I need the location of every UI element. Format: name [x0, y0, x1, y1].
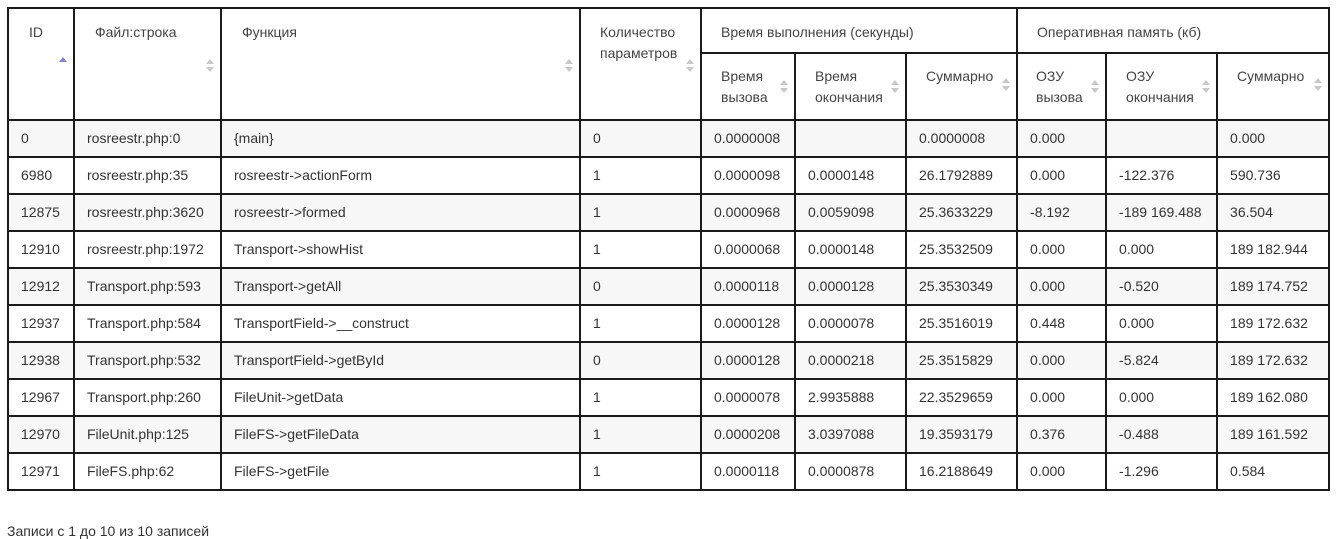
cell-mem-end: -1.296	[1106, 453, 1217, 490]
cell-mem-total: 36.504	[1217, 194, 1329, 231]
column-group-time	[701, 8, 1017, 53]
cell-time-call: 0.0000208	[701, 416, 795, 453]
cell-id: 12938	[8, 342, 74, 379]
cell-mem-end: 0.000	[1106, 305, 1217, 342]
cell-mem-end: -189 169.488	[1106, 194, 1217, 231]
cell-mem-total: 0.584	[1217, 453, 1329, 490]
cell-time-call: 0.0000008	[701, 120, 795, 157]
column-group-memory	[1017, 8, 1329, 53]
table-row	[8, 342, 1329, 379]
cell-time-total: 19.3593179	[906, 416, 1017, 453]
sort-icon	[1002, 78, 1010, 92]
cell-time-end	[795, 120, 906, 157]
sort-icon	[206, 59, 214, 73]
cell-time-total: 0.0000008	[906, 120, 1017, 157]
cell-file: Transport.php:584	[74, 305, 221, 342]
cell-params: 0	[580, 120, 701, 157]
cell-mem-call: 0.000	[1017, 268, 1106, 305]
cell-params: 0	[580, 342, 701, 379]
sort-icon	[780, 80, 788, 94]
cell-id: 0	[8, 120, 74, 157]
table-row	[8, 305, 1329, 342]
sort-icon	[1091, 80, 1099, 94]
cell-id: 12967	[8, 379, 74, 416]
cell-mem-total: 0.000	[1217, 120, 1329, 157]
cell-file: rosreestr.php:1972	[74, 231, 221, 268]
cell-function: rosreestr->actionForm	[221, 157, 580, 194]
cell-file: rosreestr.php:3620	[74, 194, 221, 231]
column-header-label-line1: Количество	[600, 24, 676, 40]
cell-mem-end: 0.000	[1106, 379, 1217, 416]
column-header-id[interactable]	[8, 8, 74, 120]
column-header-label-line1: ОЗУ	[1036, 67, 1065, 84]
cell-mem-call: 0.000	[1017, 453, 1106, 490]
cell-mem-end: -0.488	[1106, 416, 1217, 453]
cell-function: {main}	[221, 120, 580, 157]
cell-mem-end: -0.520	[1106, 268, 1217, 305]
table-body	[8, 120, 1329, 490]
cell-mem-call: 0.000	[1017, 231, 1106, 268]
cell-mem-total: 189 172.632	[1217, 342, 1329, 379]
cell-time-call: 0.0000068	[701, 231, 795, 268]
cell-function: TransportField->__construct	[221, 305, 580, 342]
cell-params: 1	[580, 453, 701, 490]
column-header-label	[1107, 54, 1216, 108]
cell-params: 1	[580, 157, 701, 194]
cell-file: FileUnit.php:125	[74, 416, 221, 453]
cell-function: TransportField->getById	[221, 342, 580, 379]
sort-icon	[1314, 78, 1322, 92]
column-header-label-line2: окончания	[815, 88, 883, 105]
column-header-time-total[interactable]	[906, 53, 1017, 120]
cell-time-call: 0.0000128	[701, 305, 795, 342]
cell-time-end: 0.0000148	[795, 157, 906, 194]
cell-time-end: 0.0000078	[795, 305, 906, 342]
column-header-mem-call[interactable]	[1017, 53, 1106, 120]
cell-file: Transport.php:532	[74, 342, 221, 379]
cell-time-total: 22.3529659	[906, 379, 1017, 416]
table-row	[8, 379, 1329, 416]
column-group-label: Оперативная память (кб)	[1037, 24, 1202, 40]
table-row	[8, 231, 1329, 268]
cell-mem-call: 0.448	[1017, 305, 1106, 342]
cell-mem-end	[1106, 120, 1217, 157]
cell-function: FileFS->getFileData	[221, 416, 580, 453]
cell-function: FileUnit->getData	[221, 379, 580, 416]
cell-mem-total: 590.736	[1217, 157, 1329, 194]
cell-params: 1	[580, 379, 701, 416]
cell-id: 12970	[8, 416, 74, 453]
cell-params: 1	[580, 305, 701, 342]
column-header-label: Суммарно	[926, 67, 994, 84]
cell-mem-call: 0.000	[1017, 379, 1106, 416]
table-header	[8, 8, 1329, 120]
cell-mem-total: 189 182.944	[1217, 231, 1329, 268]
column-header-time-end[interactable]	[795, 53, 906, 120]
cell-id: 12910	[8, 231, 74, 268]
cell-mem-total: 189 172.632	[1217, 305, 1329, 342]
cell-time-end: 0.0000128	[795, 268, 906, 305]
table-row	[8, 120, 1329, 157]
column-header-label-line2: вызова	[1036, 88, 1083, 105]
cell-time-call: 0.0000098	[701, 157, 795, 194]
cell-file: FileFS.php:62	[74, 453, 221, 490]
cell-params: 1	[580, 194, 701, 231]
table-row	[8, 157, 1329, 194]
column-header-time-call[interactable]	[701, 53, 795, 120]
cell-mem-end: -122.376	[1106, 157, 1217, 194]
cell-time-total: 26.1792889	[906, 157, 1017, 194]
cell-time-end: 0.0059098	[795, 194, 906, 231]
sort-icon	[1202, 80, 1210, 94]
table-row	[8, 194, 1329, 231]
column-header-mem-end[interactable]	[1106, 53, 1217, 120]
cell-params: 1	[580, 231, 701, 268]
cell-time-total: 25.3530349	[906, 268, 1017, 305]
column-header-label-line2: параметров	[600, 45, 678, 61]
column-header-label-line2: окончания	[1126, 88, 1194, 105]
column-header-label: ID	[29, 24, 43, 40]
cell-mem-end: 0.000	[1106, 231, 1217, 268]
column-header-label: Суммарно	[1237, 67, 1305, 84]
sort-icon	[891, 80, 899, 94]
cell-function: Transport->getAll	[221, 268, 580, 305]
cell-time-end: 0.0000878	[795, 453, 906, 490]
cell-time-total: 25.3515829	[906, 342, 1017, 379]
table-info-text: Записи с 1 до 10 из 10 записей	[7, 523, 210, 539]
sort-ascending-icon	[59, 57, 67, 71]
cell-params: 0	[580, 268, 701, 305]
cell-id: 12912	[8, 268, 74, 305]
cell-time-total: 25.3532509	[906, 231, 1017, 268]
table-row	[8, 268, 1329, 305]
cell-function: rosreestr->formed	[221, 194, 580, 231]
cell-time-call: 0.0000128	[701, 342, 795, 379]
cell-file: rosreestr.php:0	[74, 120, 221, 157]
cell-id: 6980	[8, 157, 74, 194]
cell-time-call: 0.0000078	[701, 379, 795, 416]
column-header-file[interactable]	[74, 8, 221, 120]
column-header-label: Функция	[242, 24, 297, 40]
cell-time-end: 2.9935888	[795, 379, 906, 416]
column-header-label-line1: ОЗУ	[1126, 67, 1155, 84]
cell-mem-call: 0.000	[1017, 157, 1106, 194]
table-row	[8, 453, 1329, 490]
cell-time-total: 25.3633229	[906, 194, 1017, 231]
cell-file: Transport.php:260	[74, 379, 221, 416]
cell-id: 12875	[8, 194, 74, 231]
column-header-label-line1: Время	[721, 67, 764, 84]
cell-file: rosreestr.php:35	[74, 157, 221, 194]
column-group-label: Время выполнения (секунды)	[721, 24, 914, 40]
column-header-params[interactable]	[580, 8, 701, 120]
cell-time-total: 16.2188649	[906, 453, 1017, 490]
cell-function: FileFS->getFile	[221, 453, 580, 490]
column-header-label-line2: вызова	[721, 88, 768, 105]
cell-mem-call: 0.000	[1017, 342, 1106, 379]
cell-time-call: 0.0000118	[701, 268, 795, 305]
profiler-table	[7, 7, 1330, 491]
cell-time-end: 0.0000218	[795, 342, 906, 379]
cell-mem-total: 189 174.752	[1217, 268, 1329, 305]
cell-id: 12971	[8, 453, 74, 490]
cell-id: 12937	[8, 305, 74, 342]
cell-mem-total: 189 162.080	[1217, 379, 1329, 416]
cell-time-call: 0.0000118	[701, 453, 795, 490]
cell-mem-call: -8.192	[1017, 194, 1106, 231]
cell-function: Transport->showHist	[221, 231, 580, 268]
table-row	[8, 416, 1329, 453]
cell-mem-total: 189 161.592	[1217, 416, 1329, 453]
column-header-label: Файл:строка	[95, 24, 177, 40]
column-header-label	[581, 9, 700, 64]
column-header-function[interactable]	[221, 8, 580, 120]
cell-mem-call: 0.000	[1017, 120, 1106, 157]
sort-icon	[565, 59, 573, 73]
cell-params: 1	[580, 416, 701, 453]
cell-time-end: 3.0397088	[795, 416, 906, 453]
column-header-label-line1: Время	[815, 67, 858, 84]
cell-mem-call: 0.376	[1017, 416, 1106, 453]
cell-time-end: 0.0000148	[795, 231, 906, 268]
cell-time-total: 25.3516019	[906, 305, 1017, 342]
cell-mem-end: -5.824	[1106, 342, 1217, 379]
cell-time-call: 0.0000968	[701, 194, 795, 231]
sort-icon	[686, 59, 694, 73]
column-header-label	[796, 54, 905, 108]
cell-file: Transport.php:593	[74, 268, 221, 305]
column-header-mem-total[interactable]	[1217, 53, 1329, 120]
